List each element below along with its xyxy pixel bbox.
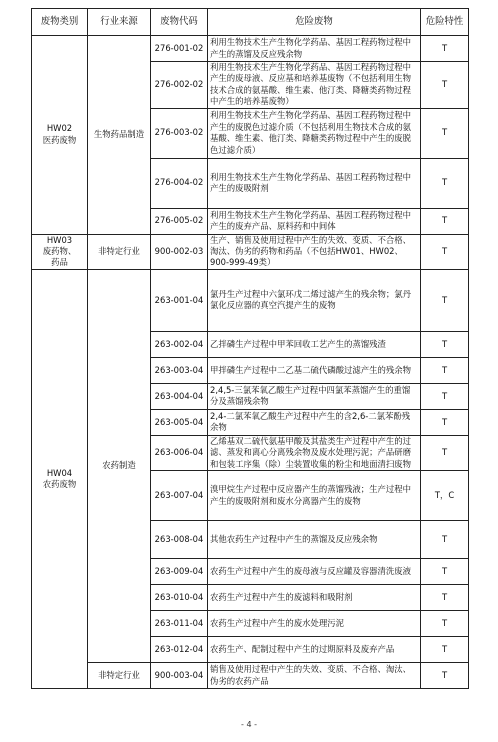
hazard-property-cell: T [421, 108, 469, 158]
waste-code-cell: 263-005-04 [151, 409, 208, 435]
waste-code-cell: 276-003-02 [151, 108, 208, 158]
waste-code-cell: 263-008-04 [151, 521, 208, 559]
industry-source-cell: 非特定行业 [88, 663, 151, 689]
waste-description-cell: 生产、销售及使用过程中产生的失效、变质、不合格、淘汰、伪劣的药物和药品（不包括HW01、HW02、900-999-49类） [208, 234, 421, 269]
waste-description-cell: 利用生物技术生产生物化学药品、基因工程药物过程中产生的蒸馏及反应残余物 [208, 36, 421, 62]
waste-description-cell: 利用生物技术生产生物化学药品、基因工程药物过程中产生的废弃产品、原料药和中间体 [208, 208, 421, 234]
hazard-property-cell: T [421, 269, 469, 331]
table-body [32, 36, 469, 689]
waste-category-cell: HW02 医药废物 [32, 36, 88, 235]
table-row [32, 663, 469, 689]
waste-description-cell: 农药生产过程中产生的废母液与反应罐及容器清洗废液 [208, 559, 421, 585]
hazard-property-cell: T [421, 663, 469, 689]
waste-description-cell: 乙烯基双二硫代氨基甲酸及其盐类生产过程中产生的过滤、蒸发和离心分离残余物及废水处理污泥；产品研磨和包装工序集（除）尘装置收集的粉尘和地面清扫废物 [208, 435, 421, 470]
hazard-property-cell: T [421, 158, 469, 208]
header-code: 废物代码 [151, 9, 208, 36]
header-waste: 危险废物 [208, 9, 421, 36]
waste-code-cell: 263-007-04 [151, 471, 208, 521]
waste-code-cell: 263-002-04 [151, 331, 208, 357]
hazard-property-cell: T [421, 331, 469, 357]
waste-description-cell: 2,4,5-三氯苯氧乙酸生产过程中四氯苯蒸馏产生的重馏分及蒸馏残余物 [208, 383, 421, 409]
waste-code-cell: 276-004-02 [151, 158, 208, 208]
header-row [32, 9, 469, 36]
hazard-property-cell: T [421, 208, 469, 234]
table-row [32, 269, 469, 331]
waste-description-cell: 利用生物技术生产生物化学药品、基因工程药物过程中产生的废母液、反应基和培养基废物（不包括利用生物技术合成的氨基酸、维生素、他汀类、降糖类药物过程中产生的培养基废物） [208, 62, 421, 109]
industry-source-cell: 非特定行业 [88, 234, 151, 269]
industry-source-cell: 农药制造 [88, 269, 151, 662]
waste-code-cell: 263-011-04 [151, 611, 208, 637]
waste-code-cell: 900-002-03 [151, 234, 208, 269]
hazard-property-cell: T [421, 559, 469, 585]
industry-source-cell: 生物药品制造 [88, 36, 151, 235]
header-category: 废物类别 [32, 9, 88, 36]
hazard-property-cell: T [421, 383, 469, 409]
waste-code-cell: 900-003-04 [151, 663, 208, 689]
waste-description-cell: 农药生产、配制过程中产生的过期原料及废弃产品 [208, 637, 421, 663]
header-industry: 行业来源 [88, 9, 151, 36]
waste-code-cell: 276-005-02 [151, 208, 208, 234]
waste-category-cell: HW04 农药废物 [32, 269, 88, 688]
waste-code-cell: 263-010-04 [151, 585, 208, 611]
waste-code-cell: 263-009-04 [151, 559, 208, 585]
waste-code-cell: 263-006-04 [151, 435, 208, 470]
waste-description-cell: 溴甲烷生产过程中反应器产生的蒸馏残液；生产过程中产生的废吸附剂和废水分离器产生的废物 [208, 471, 421, 521]
waste-code-cell: 276-002-02 [151, 62, 208, 109]
waste-code-cell: 263-001-04 [151, 269, 208, 331]
hazard-property-cell: T [421, 62, 469, 109]
waste-category-cell: HW03 废药物、 药品 [32, 234, 88, 269]
waste-description-cell: 乙拌磷生产过程中甲苯回收工艺产生的蒸馏残渣 [208, 331, 421, 357]
waste-description-cell: 2,4-二氯苯氧乙酸生产过程中产生的含2,6-二氯苯酚残余物 [208, 409, 421, 435]
waste-code-cell: 263-012-04 [151, 637, 208, 663]
waste-description-cell: 农药生产过程中产生的废水处理污泥 [208, 611, 421, 637]
waste-code-cell: 263-003-04 [151, 357, 208, 383]
hazard-property-cell: T，C [421, 471, 469, 521]
table-row [32, 36, 469, 62]
waste-code-cell: 263-004-04 [151, 383, 208, 409]
hazard-property-cell: T [421, 585, 469, 611]
waste-description-cell: 氯丹生产过程中六氯环戊二烯过滤产生的残余物；氯丹氯化反应器的真空汽提产生的废物 [208, 269, 421, 331]
hazard-property-cell: T [421, 611, 469, 637]
waste-description-cell: 甲拌磷生产过程中二乙基二硫代磷酸过滤产生的残余物 [208, 357, 421, 383]
page-number: - 4 - [241, 720, 257, 729]
waste-code-cell: 276-001-02 [151, 36, 208, 62]
hazard-property-cell: T [421, 435, 469, 470]
hazard-property-cell: T [421, 357, 469, 383]
hazard-property-cell: T [421, 409, 469, 435]
hazard-property-cell: T [421, 637, 469, 663]
waste-description-cell: 其他农药生产过程中产生的蒸馏及反应残余物 [208, 521, 421, 559]
waste-description-cell: 农药生产过程中产生的废滤料和吸附剂 [208, 585, 421, 611]
hazard-property-cell: T [421, 36, 469, 62]
waste-description-cell: 销售及使用过程中产生的失效、变质、不合格、淘汰、伪劣的农药产品 [208, 663, 421, 689]
hazard-property-cell: T [421, 521, 469, 559]
hazardous-waste-table [31, 8, 469, 689]
waste-description-cell: 利用生物技术生产生物化学药品、基因工程药物过程中产生的废脱色过滤介质（不包括利用生物技术合成的氨基酸、维生素、他汀类、降糖类药物过程中产生的废脱色过滤介质） [208, 108, 421, 158]
hazard-property-cell: T [421, 234, 469, 269]
table-row [32, 234, 469, 269]
header-hazard: 危险特性 [421, 9, 469, 36]
waste-description-cell: 利用生物技术生产生物化学药品、基因工程药物过程中产生的废吸附剂 [208, 158, 421, 208]
